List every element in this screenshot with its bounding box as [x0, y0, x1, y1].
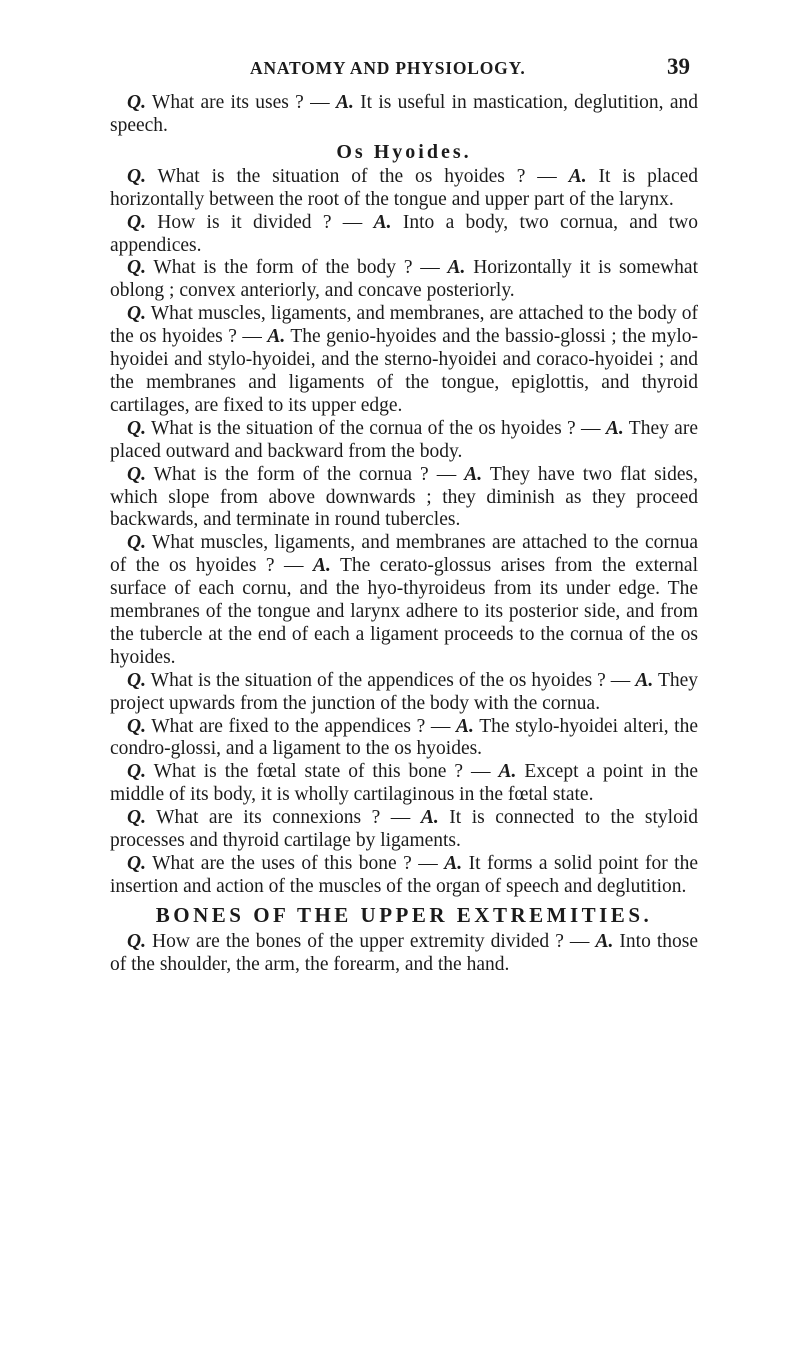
answer-text: It is connected to the styloid processes and thyroid cartilage by ligaments. — [110, 807, 698, 852]
question-label: Q. — [127, 715, 146, 737]
question-label: Q. — [127, 807, 146, 829]
answer-text: Into those of the shoulder, the arm, the forearm, and the hand. — [110, 930, 699, 975]
answer-label: A. — [444, 853, 463, 874]
answer-text: They are placed outward and backward from the body. — [110, 417, 698, 462]
answer-label: A. — [464, 463, 483, 485]
answer-text: It is placed horizontally between the root of the tongue and upper part of the larynx. — [110, 165, 698, 210]
question-text: How is it divided ? — — [157, 211, 363, 233]
answer-label: A. — [335, 92, 354, 113]
question-label: Q. — [127, 463, 146, 485]
answer-label: A. — [605, 417, 624, 439]
qa-paragraph — [110, 418, 698, 464]
question-label: Q. — [127, 930, 146, 952]
qa-paragraph — [110, 92, 698, 138]
question-text: How are the bones of the upper extremity divided ? — — [152, 930, 590, 952]
answer-label: A. — [456, 715, 474, 737]
section-heading: BONES OF THE UPPER EXTREMITIES. — [155, 902, 653, 927]
question-label: Q. — [127, 165, 146, 187]
qa-paragraph — [110, 931, 698, 977]
question-text: What muscles, ligaments, and membranes, are attached to the body of the os hyoides ? — — [110, 303, 698, 348]
question-label: Q. — [127, 417, 146, 439]
answer-label: A. — [267, 326, 286, 348]
answer-text: Horizontally it is somewhat oblong ; convex anteriorly, and concave posteriorly. — [110, 257, 699, 302]
answer-label: A. — [595, 930, 614, 952]
answer-text: The cerato-glossus arises from the external surface of each cornu, and the hyo-thyroideus from its under edge. The membranes of the tongue and larynx adhere to its posterior side, and from the tubercle at the end of each a ligament proceeds to the cornua of the os hyoides. — [110, 555, 698, 668]
qa-paragraph — [110, 303, 698, 418]
qa-paragraph — [110, 670, 698, 716]
question-label: Q. — [127, 853, 146, 874]
page-number: 39 — [667, 54, 690, 79]
answer-label: A. — [420, 807, 439, 829]
answer-label: A. — [568, 165, 587, 187]
qa-paragraph — [110, 761, 698, 807]
qa-paragraph — [110, 166, 698, 212]
question-label: Q. — [127, 92, 146, 113]
answer-text: Into a body, two cornua, and two appendices. — [110, 211, 699, 256]
question-text: What is the situation of the cornua of the os hyoides ? — — [150, 417, 601, 439]
question-text: What are the uses of this bone ? — — [152, 853, 438, 874]
answer-text: They project upwards from the junction of the body with the cornua. — [110, 669, 699, 714]
answer-text: The stylo-hyoidei alteri, the condro-glossi, and a ligament to the os hyoides. — [110, 715, 699, 760]
answer-label: A. — [635, 669, 654, 691]
question-label: Q. — [127, 303, 146, 325]
answer-label: A. — [373, 211, 392, 233]
answer-text: It forms a solid point for the insertion and action of the muscles of the organ of speech and deglutition. — [110, 853, 699, 897]
question-text: What is the situation of the appendices of the os hyoides ? — — [150, 669, 631, 691]
qa-paragraph — [110, 532, 698, 669]
question-text: What are its connexions ? — — [156, 807, 411, 829]
answer-text: It is useful in mastication, deglutition, and speech. — [110, 92, 699, 136]
question-text: What is the form of the cornua ? — — [153, 463, 457, 485]
answer-text: The genio-hyoides and the bassio-glossi ; the mylo-hyoidei and stylo-hyoidei, and the sterno-hyoidei and coraco-hyoidei ; and the membranes and ligaments of the tongue, epiglottis, and thyroid cartilages, are fixed to its upper edge. — [110, 326, 698, 416]
qa-paragraph — [110, 716, 698, 762]
qa-paragraph — [110, 464, 698, 533]
question-label: Q. — [127, 257, 146, 279]
section-heading: Os Hyoides. — [336, 140, 472, 163]
qa-paragraph — [110, 853, 698, 899]
answer-text: They have two flat sides, which slope from above downwards ; they diminish as they proceed backwards, and terminate in round tubercles. — [110, 463, 698, 531]
answer-label: A. — [498, 761, 517, 783]
qa-paragraph — [110, 257, 698, 303]
answer-label: A. — [447, 257, 466, 279]
answer-text: Except a point in the middle of its body, it is wholly cartilaginous in the fœtal state. — [110, 761, 699, 806]
running-head: ANATOMY AND PHYSIOLOGY. — [250, 58, 526, 78]
question-label: Q. — [127, 669, 146, 691]
question-label: Q. — [127, 761, 146, 783]
answer-label: A. — [312, 555, 331, 577]
question-text: What are fixed to the appendices ? — — [151, 715, 451, 737]
question-label: Q. — [127, 211, 146, 233]
qa-paragraph — [110, 807, 698, 853]
qa-paragraph — [110, 212, 698, 258]
text-body — [110, 92, 698, 977]
question-text: What is the fœtal state of this bone ? — — [153, 761, 491, 783]
question-text: What is the situation of the os hyoides ? — — [157, 165, 557, 187]
question-text: What muscles, ligaments, and membranes are attached to the cornua of the os hyoides ? — — [110, 532, 698, 577]
question-text: What are its uses ? — — [151, 92, 330, 113]
question-label: Q. — [127, 532, 146, 554]
question-text: What is the form of the body ? — — [153, 257, 440, 279]
